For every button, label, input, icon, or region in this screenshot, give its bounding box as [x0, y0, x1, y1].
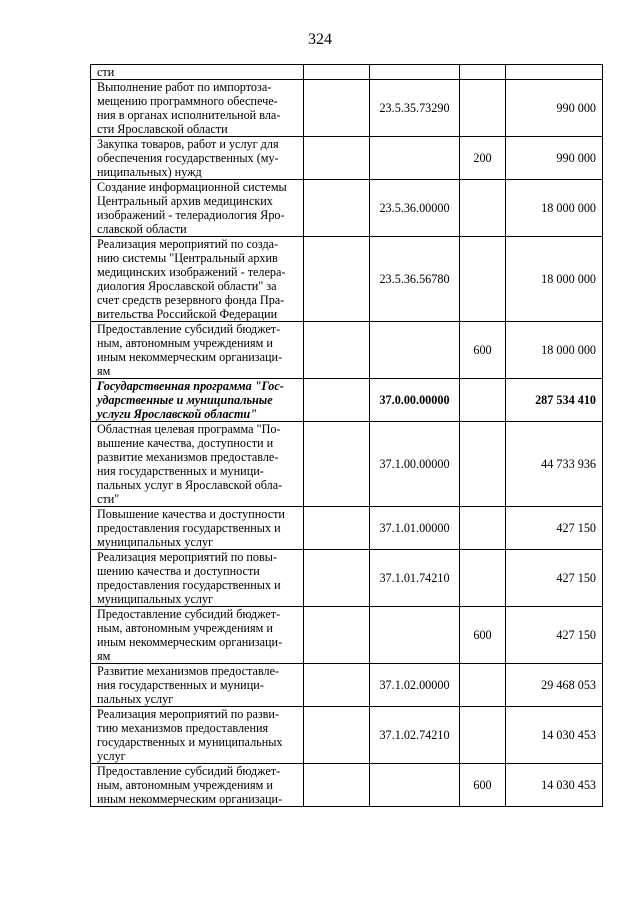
table-row — [91, 237, 603, 322]
item-name-line: нию системы "Центральный архив — [97, 251, 278, 265]
item-name-line: развитие механизмов предоставле- — [97, 450, 279, 464]
item-name-line: государственных и муниципальных — [97, 735, 283, 749]
blank-cell — [304, 764, 370, 807]
item-name-line: ния государственных и муници- — [97, 678, 264, 692]
expense-type-cell — [460, 507, 506, 550]
item-name-line: ударственные и муниципальные — [97, 393, 273, 407]
expense-type-cell — [460, 664, 506, 707]
item-name-cell — [91, 137, 304, 180]
item-name-cell — [91, 379, 304, 422]
blank-cell — [304, 65, 370, 80]
table-row — [91, 137, 603, 180]
item-name-cell — [91, 707, 304, 764]
item-name-line: ям — [97, 649, 111, 663]
target-code-cell — [370, 764, 460, 807]
target-code-cell — [370, 137, 460, 180]
item-name-line: Развитие механизмов предоставле- — [97, 664, 280, 678]
target-code-cell: 37.1.00.00000 — [370, 422, 460, 507]
item-name-cell — [91, 550, 304, 607]
amount-cell: 287 534 410 — [506, 379, 603, 422]
blank-cell — [304, 550, 370, 607]
table-row — [91, 80, 603, 137]
expense-type-cell: 600 — [460, 607, 506, 664]
table-row — [91, 764, 603, 807]
blank-cell — [304, 422, 370, 507]
item-name-line: вительства Российской Федерации — [97, 307, 278, 321]
blank-cell — [304, 664, 370, 707]
expense-type-cell: 200 — [460, 137, 506, 180]
item-name-line: пальных услуг в Ярославской обла- — [97, 478, 283, 492]
table-row — [91, 664, 603, 707]
table-row — [91, 550, 603, 607]
item-name-line: Предоставление субсидий бюджет- — [97, 764, 281, 778]
amount-cell: 427 150 — [506, 607, 603, 664]
item-name-line: изображений - телерадиология Яро- — [97, 208, 285, 222]
table-row — [91, 65, 603, 80]
item-name-line: иным некоммерческим организаци- — [97, 350, 283, 364]
amount-cell: 990 000 — [506, 80, 603, 137]
target-code-cell: 37.1.02.74210 — [370, 707, 460, 764]
item-name-line: ным, автономным учреждениям и — [97, 336, 273, 350]
blank-cell — [304, 237, 370, 322]
item-name-line: диология Ярославской области" за — [97, 279, 277, 293]
amount-cell: 14 030 453 — [506, 707, 603, 764]
budget-table — [90, 64, 603, 807]
item-name-line: предоставления государственных и — [97, 578, 281, 592]
item-name-line: вышение качества, доступности и — [97, 436, 274, 450]
item-name-line: Выполнение работ по импортоза- — [97, 80, 272, 94]
amount-cell: 18 000 000 — [506, 180, 603, 237]
item-name-line: услуг — [97, 749, 126, 763]
blank-cell — [304, 379, 370, 422]
expense-type-cell — [460, 80, 506, 137]
item-name-line: муниципальных услуг — [97, 592, 214, 606]
item-name-line: иным некоммерческим организаци- — [97, 792, 283, 806]
expense-type-cell — [460, 707, 506, 764]
item-name-cell — [91, 65, 304, 80]
amount-cell: 427 150 — [506, 507, 603, 550]
item-name-line: услуги Ярославской области" — [97, 407, 257, 421]
item-name-line: пальных услуг — [97, 692, 174, 706]
expense-type-cell: 600 — [460, 322, 506, 379]
item-name-line: Реализация мероприятий по созда- — [97, 237, 279, 251]
item-name-cell — [91, 664, 304, 707]
table-row — [91, 379, 603, 422]
item-name-line: предоставления государственных и — [97, 521, 281, 535]
item-name-line: славской области — [97, 222, 187, 236]
amount-cell — [506, 65, 603, 80]
item-name-line: медицинских изображений - телера- — [97, 265, 286, 279]
item-name-line: Создание информационной системы — [97, 180, 287, 194]
item-name-line: тию механизмов предоставления — [97, 721, 269, 735]
target-code-cell: 37.1.01.74210 — [370, 550, 460, 607]
target-code-cell: 23.5.36.56780 — [370, 237, 460, 322]
item-name-line: ниципальных) нужд — [97, 165, 202, 179]
item-name-line: Предоставление субсидий бюджет- — [97, 607, 281, 621]
target-code-cell — [370, 607, 460, 664]
item-name-line: сти" — [97, 492, 120, 506]
table-row — [91, 322, 603, 379]
target-code-cell: 23.5.35.73290 — [370, 80, 460, 137]
item-name-cell — [91, 180, 304, 237]
table-row — [91, 607, 603, 664]
item-name-cell — [91, 237, 304, 322]
target-code-cell — [370, 322, 460, 379]
item-name-line: счет средств резервного фонда Пра- — [97, 293, 285, 307]
amount-cell: 44 733 936 — [506, 422, 603, 507]
blank-cell — [304, 607, 370, 664]
expense-type-cell — [460, 180, 506, 237]
item-name-line: Предоставление субсидий бюджет- — [97, 322, 281, 336]
item-name-line: ным, автономным учреждениям и — [97, 621, 273, 635]
item-name-line: Центральный архив медицинских — [97, 194, 273, 208]
item-name-cell — [91, 422, 304, 507]
item-name-line: иным некоммерческим организаци- — [97, 635, 283, 649]
item-name-line: ния государственных и муници- — [97, 464, 264, 478]
target-code-cell — [370, 65, 460, 80]
item-name-line: Реализация мероприятий по повы- — [97, 550, 277, 564]
blank-cell — [304, 80, 370, 137]
item-name-line: Государственная программа "Гос- — [97, 379, 284, 393]
item-name-line: Областная целевая программа "По- — [97, 422, 281, 436]
item-name-line: муниципальных услуг — [97, 535, 214, 549]
item-name-line: Повышение качества и доступности — [97, 507, 285, 521]
amount-cell: 427 150 — [506, 550, 603, 607]
item-name-cell — [91, 607, 304, 664]
item-name-line: шению качества и доступности — [97, 564, 260, 578]
table-row — [91, 707, 603, 764]
item-name-line: Закупка товаров, работ и услуг для — [97, 137, 279, 151]
item-name-cell — [91, 322, 304, 379]
item-name-cell — [91, 507, 304, 550]
expense-type-cell — [460, 237, 506, 322]
item-name-line: мещению программного обеспече- — [97, 94, 278, 108]
expense-type-cell — [460, 379, 506, 422]
budget-table-body — [91, 65, 603, 807]
blank-cell — [304, 137, 370, 180]
amount-cell: 18 000 000 — [506, 322, 603, 379]
amount-cell: 990 000 — [506, 137, 603, 180]
item-name-line: ным, автономным учреждениям и — [97, 778, 273, 792]
amount-cell: 29 468 053 — [506, 664, 603, 707]
expense-type-cell — [460, 550, 506, 607]
target-code-cell: 23.5.36.00000 — [370, 180, 460, 237]
item-name-line: Реализация мероприятий по разви- — [97, 707, 280, 721]
blank-cell — [304, 507, 370, 550]
item-name-line: сти Ярославской области — [97, 122, 228, 136]
blank-cell — [304, 180, 370, 237]
table-row — [91, 180, 603, 237]
item-name-cell — [91, 764, 304, 807]
item-name-line: ям — [97, 364, 111, 378]
item-name-line: ния в органах исполнительной вла- — [97, 108, 281, 122]
blank-cell — [304, 322, 370, 379]
target-code-cell: 37.0.00.00000 — [370, 379, 460, 422]
expense-type-cell: 600 — [460, 764, 506, 807]
expense-type-cell — [460, 65, 506, 80]
item-name-line: обеспечения государственных (му- — [97, 151, 279, 165]
blank-cell — [304, 707, 370, 764]
expense-type-cell — [460, 422, 506, 507]
amount-cell: 18 000 000 — [506, 237, 603, 322]
item-name-cell — [91, 80, 304, 137]
target-code-cell: 37.1.01.00000 — [370, 507, 460, 550]
table-row — [91, 507, 603, 550]
amount-cell: 14 030 453 — [506, 764, 603, 807]
target-code-cell: 37.1.02.00000 — [370, 664, 460, 707]
item-name-line: сти — [97, 65, 115, 79]
page-number: 324 — [308, 31, 332, 48]
table-row — [91, 422, 603, 507]
